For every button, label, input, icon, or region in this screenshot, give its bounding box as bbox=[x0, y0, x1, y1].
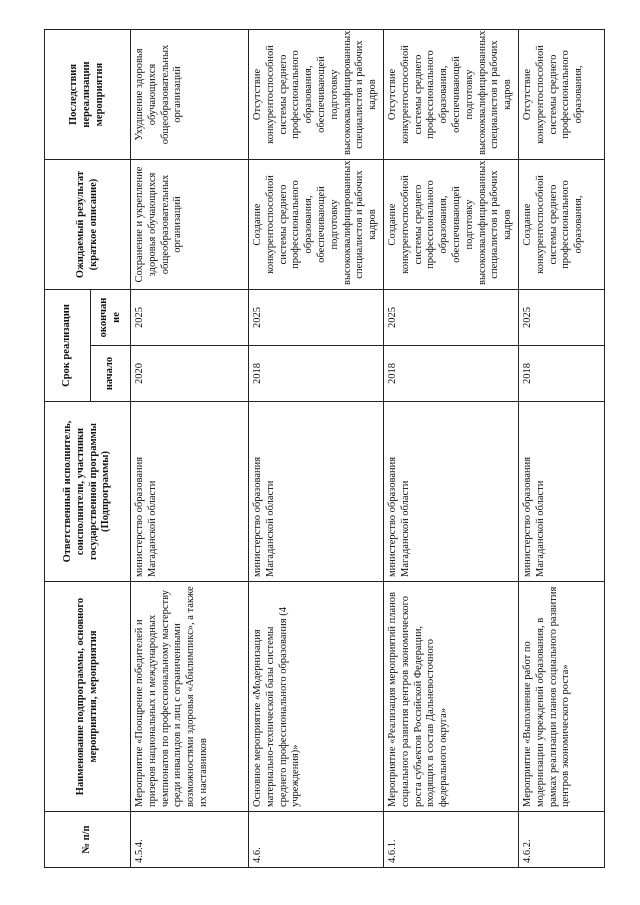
row-end: 2025 bbox=[518, 290, 604, 346]
row-consequences: Ухудшение здоровья обучающихся общеобразовательных организаций bbox=[131, 30, 249, 160]
row-start: 2020 bbox=[131, 346, 249, 402]
row-consequences: Отсутствие конкурентоспособной системы среднего профессионального образования, обеспечивающей подготовку высококвалифицированных специалистов и рабочих кадров bbox=[249, 30, 384, 160]
header-start: начало bbox=[91, 346, 131, 402]
row-executor: министерство образования Магаданской области bbox=[518, 402, 604, 582]
row-end: 2025 bbox=[383, 290, 518, 346]
table-row bbox=[518, 30, 604, 868]
row-num: 4.6.2. bbox=[518, 812, 604, 868]
header-name: Наименование подпрограммы, основного мероприятия, мероприятия bbox=[45, 582, 131, 812]
row-executor: министерство образования Магаданской области bbox=[249, 402, 384, 582]
header-executor: Ответственный исполнитель, соисполнители, участники государственной программы (Подпрограммы) bbox=[45, 402, 131, 582]
row-start: 2018 bbox=[249, 346, 384, 402]
header-period: Срок реализации bbox=[45, 290, 91, 402]
row-result: Создание конкурентоспособной системы среднего профессионального образования, bbox=[518, 160, 604, 290]
row-num: 4.6. bbox=[249, 812, 384, 868]
row-end: 2025 bbox=[131, 290, 249, 346]
row-consequences: Отсутствие конкурентоспособной системы среднего профессионального образования, обеспечивающей подготовку высококвалифицированных специалистов и рабочих кадров bbox=[383, 30, 518, 160]
row-end: 2025 bbox=[249, 290, 384, 346]
header-end: окончан ие bbox=[91, 290, 131, 346]
row-num: 4.5.4. bbox=[131, 812, 249, 868]
row-result: Создание конкурентоспособной системы среднего профессионального образования, обеспечивающей подготовку высококвалифицированных специалистов и рабочих кадров bbox=[383, 160, 518, 290]
rotated-table-page bbox=[44, 30, 589, 868]
row-num: 4.6.1. bbox=[383, 812, 518, 868]
header-result: Ожидаемый результат (краткое описание) bbox=[45, 160, 131, 290]
header-num: № п/п bbox=[45, 812, 131, 868]
header-consequences: Последствия нереализации мероприятия bbox=[45, 30, 131, 160]
row-result: Сохранение и укрепление здоровья обучающихся общеобразовательных организаций bbox=[131, 160, 249, 290]
row-result: Создание конкурентоспособной системы среднего профессионального образования, обеспечивающей подготовку высококвалифицированных специалистов и рабочих кадров bbox=[249, 160, 384, 290]
table-row bbox=[383, 30, 518, 868]
program-table bbox=[44, 29, 605, 868]
row-executor: министерство образования Магаданской области bbox=[131, 402, 249, 582]
row-start: 2018 bbox=[383, 346, 518, 402]
table-row bbox=[249, 30, 384, 868]
row-name: Мероприятие «Реализация мероприятий планов социального развития центров экономического роста субъектов Российской Федерации, входящих в состав Дальневосточного федерального округа» bbox=[383, 582, 518, 812]
row-name: Основное мероприятие «Модернизация материально-технической базы системы среднего профессионального образования (4 учреждения)» bbox=[249, 582, 384, 812]
table-row bbox=[131, 30, 249, 868]
row-executor: министерство образования Магаданской области bbox=[383, 402, 518, 582]
row-name: Мероприятие «Выполнение работ по модернизации учреждений образования, в рамках реализации планов социального развития центров экономического роста» bbox=[518, 582, 604, 812]
row-consequences: Отсутствие конкурентоспособной системы среднего профессионального образования, bbox=[518, 30, 604, 160]
row-name: Мероприятие «Поощрение победителей и призеров национальных и международных чемпионатов по профессиональному мастерству среди инвалидов и лиц с ограниченными возможностями здоровья «Абилимпикс», а также их наставников bbox=[131, 582, 249, 812]
row-start: 2018 bbox=[518, 346, 604, 402]
